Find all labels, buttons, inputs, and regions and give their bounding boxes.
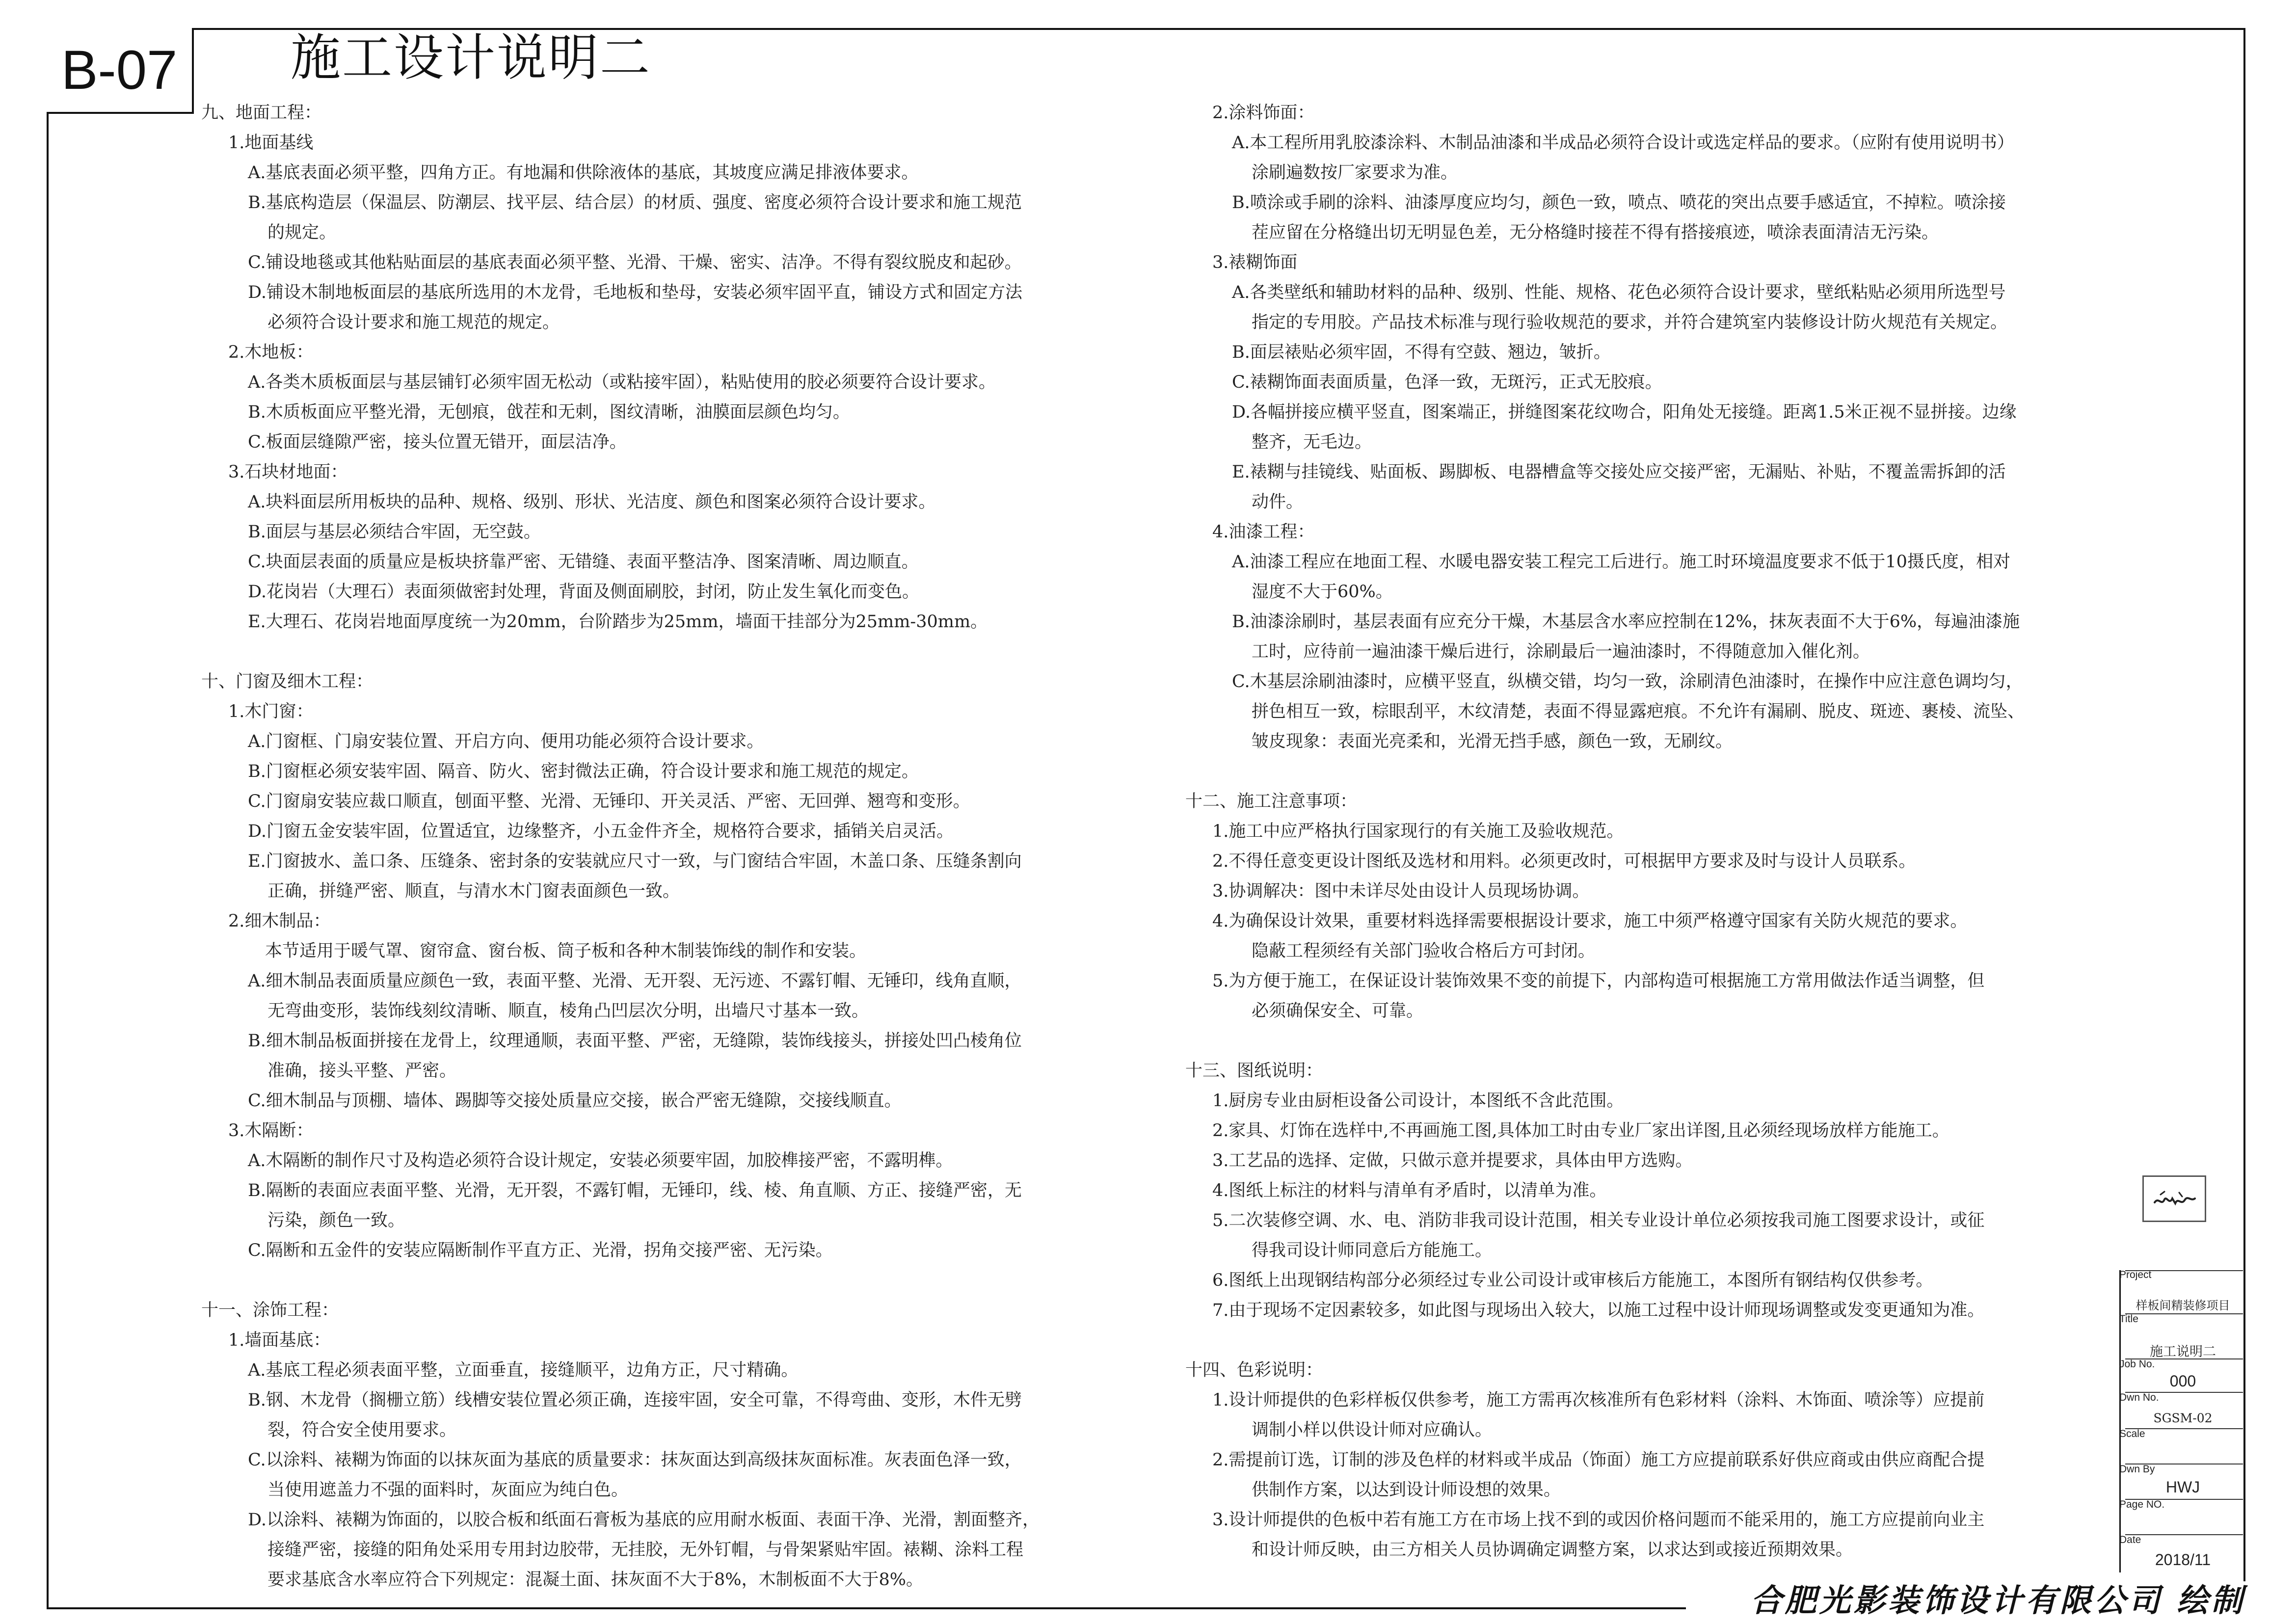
subsection-heading: 1.地面基线 bbox=[228, 133, 314, 153]
note-continuation: 拼色相互一致，棕眼刮平，木纹清楚，表面不得显露疤痕。不允许有漏刷、脱皮、斑迹、裹棱、流坠、 bbox=[1252, 702, 2025, 721]
note-item: C.细木制品与顶棚、墙体、踢脚等交接处质量应交接，嵌合严密无缝隙，交接线顺直。 bbox=[248, 1091, 902, 1111]
spacer bbox=[201, 637, 1095, 667]
note-continuation: 整齐，无毛边。 bbox=[1252, 432, 1372, 452]
note-item: C.隔断和五金件的安装应隔断制作平直方正、光滑，拐角交接严密、无污染。 bbox=[248, 1241, 833, 1260]
note-item: B.隔断的表面应表面平整、光滑，无开裂，不露钉帽，无锤印，线、棱、角直顺、方正、接缝严密，无 bbox=[248, 1181, 1022, 1200]
note-continuation: 无弯曲变形，装饰线刻纹清晰、顺直，棱角凸凹层次分明，出墙尺寸基本一致。 bbox=[267, 1001, 869, 1021]
subsection-heading: 2.不得任意变更设计图纸及选材和用料。必须更改时，可根据甲方要求及时与设计人员联系。 bbox=[1212, 852, 1916, 871]
section-heading: 十四、色彩说明： bbox=[1185, 1360, 1323, 1380]
note-item: B.面层裱贴必须牢固，不得有空鼓、翘边，皱折。 bbox=[1232, 343, 1611, 362]
subsection-heading: 3.木隔断： bbox=[228, 1121, 314, 1141]
subsection-heading: 1.墙面基底： bbox=[228, 1331, 331, 1350]
subsection-heading: 2.家具、灯饰在选样中,不再画施工图,具体加工时由专业厂家出详图,且必须经现场放样方能施工。 bbox=[1212, 1121, 1949, 1141]
subsection-heading: 2.需提前订选，订制的涉及色样的材料或半成品（饰面）施工方应提前联系好供应商或由供应商配合提 bbox=[1212, 1450, 1985, 1470]
tb-divider bbox=[2125, 1534, 2243, 1535]
note-item: C.门窗扇安装应裁口顺直，刨面平整、光滑、无锤印、开关灵活、严密、无回弹、翘弯和变形。 bbox=[248, 792, 970, 811]
tb-dwn-label: Dwn No. bbox=[2119, 1392, 2159, 1403]
subsection-heading: 6.图纸上出现钢结构部分必须经过专业公司设计或审核后方能施工，本图所有钢结构仅供参考。 bbox=[1212, 1271, 1933, 1290]
subsection-heading: 3.石块材地面： bbox=[228, 462, 348, 482]
tb-job-label: Job No. bbox=[2119, 1358, 2155, 1370]
note-continuation: 供制作方案，以达到设计师设想的效果。 bbox=[1252, 1480, 1561, 1500]
tb-title-value: 施工说明二 bbox=[2150, 1344, 2216, 1359]
note-continuation: 裂，符合安全使用要求。 bbox=[267, 1420, 457, 1440]
note-item: A.块料面层所用板块的品种、规格、级别、形状、光洁度、颜色和图案必须符合设计要求。 bbox=[248, 492, 936, 512]
note-item: B.门窗框必须安装牢固、隔音、防火、密封微法正确，符合设计要求和施工规范的规定。 bbox=[248, 762, 919, 781]
section-heading: 十二、施工注意事项： bbox=[1185, 792, 1358, 811]
note-continuation: 隐蔽工程须经有关部门验收合格后方可封闭。 bbox=[1252, 941, 1596, 961]
tb-project-label: Project bbox=[2119, 1269, 2152, 1280]
note-item: D.以涂料、裱糊为饰面的，以胶合板和纸面石膏板为基底的应用耐水板面、表面干净、光滑，割面整齐， bbox=[248, 1510, 1040, 1530]
note-item: E.大理石、花岗岩地面厚度统一为20mm，台阶踏步为25mm，墙面干挂部分为25mm-30mm。 bbox=[248, 612, 988, 632]
note-continuation: 正确，拼缝严密、顺直，与清水木门窗表面颜色一致。 bbox=[267, 881, 680, 901]
section-heading: 十一、涂饰工程： bbox=[201, 1301, 339, 1320]
spacer bbox=[1185, 757, 2083, 787]
note-continuation: 污染，颜色一致。 bbox=[267, 1211, 405, 1230]
subsection-heading: 3.协调解决：图中未详尽处由设计人员现场协调。 bbox=[1212, 881, 1590, 901]
sheet-code: B-07 bbox=[47, 28, 194, 114]
signature-icon bbox=[2150, 1182, 2199, 1216]
note-continuation: 必须确保安全、可靠。 bbox=[1252, 1001, 1424, 1021]
note-item: D.门窗五金安装牢固，位置适宜，边缘整齐，小五金件齐全，规格符合要求，插销关启灵活。 bbox=[248, 822, 954, 841]
subsection-heading: 2.木地板： bbox=[228, 343, 314, 362]
section-heading: 十、门窗及细木工程： bbox=[201, 672, 374, 692]
note-item: B.面层与基层必须结合牢固，无空鼓。 bbox=[248, 522, 541, 542]
note-item: B.油漆涂刷时，基层表面有应充分干燥，木基层含水率应控制在12%，抹灰表面不大于6%，每遍油漆施 bbox=[1232, 612, 2020, 632]
subsection-heading: 5.为方便于施工，在保证设计装饰效果不变的前提下，内部构造可根据施工方常用做法作适当调整，但 bbox=[1212, 971, 1985, 991]
subsection-heading: 2.细木制品： bbox=[228, 911, 331, 931]
note-continuation: 和设计师反映，由三方相关人员协调确定调整方案，以求达到或接近预期效果。 bbox=[1252, 1540, 1853, 1560]
note-item: A.木隔断的制作尺寸及构造必须符合设计规定，安装必须要牢固，加胶榫接严密，不露明榫。 bbox=[248, 1151, 953, 1171]
note-continuation: 茬应留在分格缝出切无明显色差，无分格缝时接茬不得有搭接痕迹，喷涂表面清洁无污染。 bbox=[1252, 223, 1939, 242]
note-continuation: 得我司设计师同意后方能施工。 bbox=[1252, 1241, 1493, 1260]
note-item: A.细木制品表面质量应颜色一致，表面平整、光滑、无开裂、无污迹、不露钉帽、无锤印，线角直顺， bbox=[248, 971, 1022, 991]
note-continuation: 接缝严密，接缝的阳角处采用专用封边胶带，无挂胶，无外钉帽，与骨架紧贴牢固。裱糊、涂料工程 bbox=[267, 1540, 1024, 1560]
note-item: A.本工程所用乳胶漆涂料、木制品油漆和半成品必须符合设计或选定样品的要求。（应附有使用说明书） bbox=[1232, 133, 2014, 153]
tb-divider bbox=[2125, 1313, 2243, 1314]
subsection-heading: 3.裱糊饰面 bbox=[1212, 253, 1298, 272]
note-item: D.铺设木制地板面层的基底所选用的木龙骨，毛地板和垫母，安装必须牢固平直，铺设方式和固定方法 bbox=[248, 283, 1022, 302]
subsection-heading: 3.工艺品的选择、定做，只做示意并提要求，具体由甲方选购。 bbox=[1212, 1151, 1693, 1171]
section-heading: 九、地面工程： bbox=[201, 103, 322, 123]
tb-title-label: Title bbox=[2119, 1313, 2138, 1325]
spacer bbox=[1185, 1326, 2083, 1356]
note-intro: 本节适用于暖气罩、窗帘盒、窗台板、筒子板和各种木制装饰线的制作和安装。 bbox=[265, 941, 867, 961]
tb-page-label: Page NO. bbox=[2119, 1499, 2165, 1510]
subsection-heading: 4.为确保设计效果，重要材料选择需要根据设计要求，施工中须严格遵守国家有关防火规范的要求。 bbox=[1212, 911, 1968, 931]
tb-scale-label: Scale bbox=[2119, 1428, 2145, 1439]
note-item: E.门窗披水、盖口条、压缝条、密封条的安装就应尺寸一致，与门窗结合牢固，木盖口条、压缝条割向 bbox=[248, 852, 1022, 871]
note-item: A.各类壁纸和辅助材料的品种、级别、性能、规格、花色必须符合设计要求，壁纸粘贴必须用所选型号 bbox=[1232, 283, 2006, 302]
note-continuation: 准确，接头平整、严密。 bbox=[267, 1061, 457, 1081]
note-continuation: 湿度不大于60%。 bbox=[1252, 582, 1393, 602]
note-item: B.木质板面应平整光滑，无刨痕，戗茬和无刺，图纹清晰，油膜面层颜色均匀。 bbox=[248, 402, 850, 422]
note-continuation: 必须符合设计要求和施工规范的规定。 bbox=[267, 313, 560, 332]
note-item: A.油漆工程应在地面工程、水暖电器安装工程完工后进行。施工时环境温度要求不低于10摄氏度，相对 bbox=[1232, 552, 2010, 572]
note-item: A.各类木质板面层与基层铺钉必须牢固无松动（或粘接牢固），粘贴使用的胶必须要符合设计要求。 bbox=[248, 373, 996, 392]
subsection-heading: 1.厨房专业由厨柜设备公司设计，本图纸不含此范围。 bbox=[1212, 1091, 1624, 1111]
note-item: B.细木制品板面拼接在龙骨上，纹理通顺，表面平整、严密，无缝隙，装饰线接头，拼接处凹凸棱角位 bbox=[248, 1031, 1022, 1051]
note-item: D.花岗岩（大理石）表面须做密封处理，背面及侧面刷胶，封闭，防止发生氧化而变色。 bbox=[248, 582, 919, 602]
tb-dwn-value: SGSM-02 bbox=[2153, 1411, 2213, 1425]
subsection-heading: 2.涂料饰面： bbox=[1212, 103, 1315, 123]
tb-project-value: 样板间精装修项目 bbox=[2136, 1299, 2230, 1312]
section-heading: 十三、图纸说明： bbox=[1185, 1061, 1323, 1081]
company-signature: 合肥光影装饰设计有限公司 绘制 bbox=[1686, 1581, 2245, 1621]
note-item: B.钢、木龙骨（搁栅立筋）线槽安装位置必须正确，连接牢固，安全可靠，不得弯曲、变形，木件无劈 bbox=[248, 1390, 1022, 1410]
note-continuation: 皱皮现象：表面光亮柔和，光滑无挡手感，颜色一致，无刷纹。 bbox=[1252, 732, 1733, 751]
subsection-heading: 3.设计师提供的色板中若有施工方在市场上找不到的或因价格问题而不能采用的，施工方应提前向业主 bbox=[1212, 1510, 1985, 1530]
note-item: A.门窗框、门扇安装位置、开启方向、便用功能必须符合设计要求。 bbox=[248, 732, 764, 751]
tb-date-value: 2018/11 bbox=[2155, 1551, 2211, 1569]
signature-stamp bbox=[2142, 1175, 2206, 1222]
note-item: C.木基层涂刷油漆时，应横平竖直，纵横交错，均匀一致，涂刷清色油漆时，在操作中应注意色调均匀， bbox=[1232, 672, 2023, 692]
note-continuation: 要求基底含水率应符合下列规定：混凝土面、抹灰面不大于8%，木制板面不大于8%。 bbox=[267, 1570, 924, 1590]
note-continuation: 调制小样以供设计师对应确认。 bbox=[1252, 1420, 1493, 1440]
subsection-heading: 5.二次装修空调、水、电、消防非我司设计范围，相关专业设计单位必须按我司施工图要求设计，或征 bbox=[1212, 1211, 1985, 1230]
subsection-heading: 4.油漆工程： bbox=[1212, 522, 1315, 542]
note-continuation: 的规定。 bbox=[267, 223, 337, 242]
note-continuation: 当使用遮盖力不强的面料时，灰面应为纯白色。 bbox=[267, 1480, 629, 1500]
subsection-heading: 7.由于现场不定因素较多，如此图与现场出入较大，以施工过程中设计师现场调整或发变更通知为准。 bbox=[1212, 1301, 1985, 1320]
subsection-heading: 4.图纸上标注的材料与清单有矛盾时，以清单为准。 bbox=[1212, 1181, 1607, 1200]
right-notes-column bbox=[1185, 98, 2083, 1565]
note-item: D.各幅拼接应横平竖直，图案端正，拼缝图案花纹吻合，阳角处无接缝。距离1.5米正视不显拼接。边缘 bbox=[1232, 402, 2017, 422]
note-item: C.板面层缝隙严密，接头位置无错开，面层洁净。 bbox=[248, 432, 627, 452]
note-item: B.基底构造层（保温层、防潮层、找平层、结合层）的材质、强度、密度必须符合设计要求和施工规范 bbox=[248, 193, 1022, 213]
spacer bbox=[1185, 1026, 2083, 1056]
left-notes-column bbox=[201, 98, 1095, 1595]
note-item: A.基底工程必须表面平整，立面垂直，接缝顺平，边角方正，尺寸精确。 bbox=[248, 1360, 799, 1380]
note-continuation: 动件。 bbox=[1252, 492, 1304, 512]
note-continuation: 涂刷遍数按厂家要求为准。 bbox=[1252, 163, 1458, 183]
note-item: C.铺设地毯或其他粘贴面层的基底表面必须平整、光滑、干燥、密实、洁净。不得有裂纹脱皮和起砂。 bbox=[248, 253, 1022, 272]
tb-job-value: 000 bbox=[2169, 1372, 2196, 1390]
note-continuation: 指定的专用胶。产品技术标准与现行验收规范的要求，并符合建筑室内装修设计防火规范有关规定。 bbox=[1252, 313, 2008, 332]
note-item: B.喷涂或手刷的涂料、油漆厚度应均匀，颜色一致，喷点、喷花的突出点要手感适宜，不掉粒。喷涂接 bbox=[1232, 193, 2006, 213]
subsection-heading: 1.设计师提供的色彩样板仅供参考，施工方需再次核准所有色彩材料（涂料、木饰面、喷涂等）应提前 bbox=[1212, 1390, 1985, 1410]
sheet-title: 施工设计说明二 bbox=[291, 29, 651, 87]
note-continuation: 工时，应待前一遍油漆干燥后进行，涂刷最后一遍油漆时，不得随意加入催化剂。 bbox=[1252, 642, 1870, 662]
tb-date-label: Date bbox=[2119, 1534, 2141, 1545]
subsection-heading: 1.木门窗： bbox=[228, 702, 314, 721]
tb-dwn-by-label: Dwn By bbox=[2119, 1464, 2155, 1475]
note-item: C.裱糊饰面表面质量，色泽一致，无斑污，正式无胶痕。 bbox=[1232, 373, 1662, 392]
note-item: E.裱糊与挂镜线、贴面板、踢脚板、电器槽盒等交接处应交接严密，无漏贴、补贴，不覆盖需拆卸的活 bbox=[1232, 462, 2006, 482]
note-item: C.以涂料、裱糊为饰面的以抹灰面为基底的质量要求：抹灰面达到高级抹灰面标准。灰表面色泽一致， bbox=[248, 1450, 1022, 1470]
subsection-heading: 1.施工中应严格执行国家现行的有关施工及验收规范。 bbox=[1212, 822, 1624, 841]
spacer bbox=[201, 1266, 1095, 1296]
note-item: A.基底表面必须平整，四角方正。有地漏和供除液体的基底，其坡度应满足排液体要求。 bbox=[248, 163, 919, 183]
tb-dwn-by-value: HWJ bbox=[2165, 1478, 2200, 1496]
note-item: C.块面层表面的质量应是板块挤靠严密、无错缝、表面平整洁净、图案清晰、周边顺直。 bbox=[248, 552, 919, 572]
